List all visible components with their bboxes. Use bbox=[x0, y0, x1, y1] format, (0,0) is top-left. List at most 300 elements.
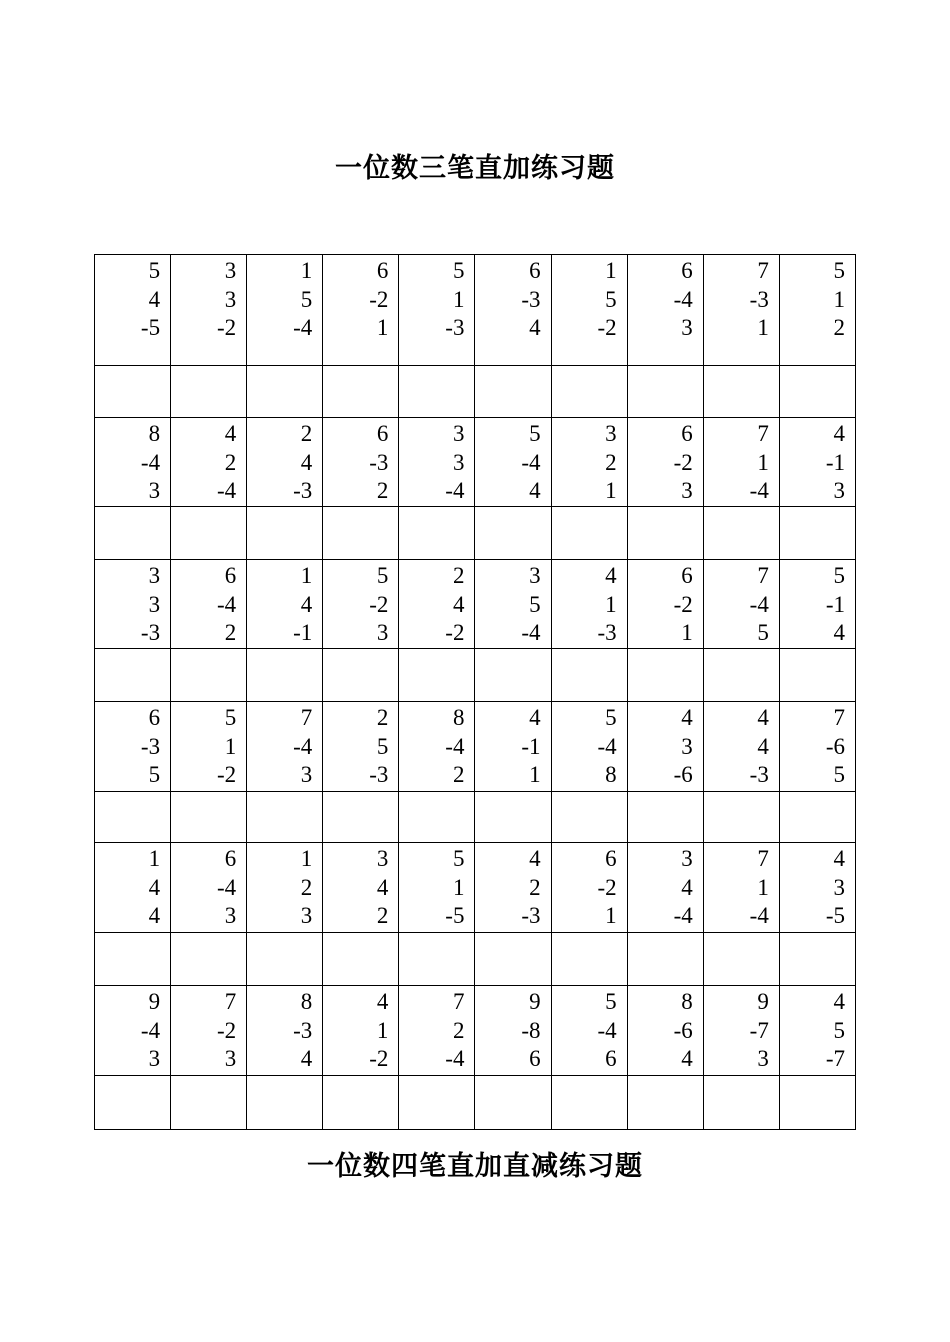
problem-number: -4 bbox=[597, 733, 617, 759]
problem-number: 2 bbox=[452, 762, 465, 788]
answer-cell[interactable] bbox=[551, 649, 627, 702]
problem-number: 1 bbox=[224, 733, 237, 759]
answer-cell[interactable] bbox=[247, 366, 323, 418]
problem-number: 7 bbox=[300, 705, 313, 730]
answer-cell[interactable] bbox=[475, 792, 551, 843]
problem-number: -3 bbox=[521, 903, 541, 929]
problem-number: -8 bbox=[521, 1017, 541, 1043]
problem-number: -4 bbox=[217, 874, 237, 900]
problem-number: -3 bbox=[369, 762, 389, 788]
problem-number: -2 bbox=[369, 1046, 389, 1072]
answer-cell[interactable] bbox=[323, 792, 399, 843]
problem-number: 3 bbox=[148, 478, 161, 504]
problem-number: 2 bbox=[376, 478, 389, 504]
problem-number: 4 bbox=[148, 903, 161, 929]
answer-cell[interactable] bbox=[703, 792, 779, 843]
problem-number: 5 bbox=[605, 705, 617, 730]
problem-number: -3 bbox=[749, 762, 769, 788]
answer-cell[interactable] bbox=[779, 792, 855, 843]
problem-number: -4 bbox=[445, 733, 465, 759]
problem-number: 5 bbox=[833, 762, 845, 788]
problem-cell bbox=[779, 843, 855, 933]
problem-number: 3 bbox=[529, 563, 541, 588]
problem-cell bbox=[95, 986, 171, 1076]
answer-cell[interactable] bbox=[95, 366, 171, 418]
problem-number: 4 bbox=[529, 315, 541, 341]
answer-cell[interactable] bbox=[323, 649, 399, 702]
problem-number: 8 bbox=[452, 705, 465, 730]
problem-row bbox=[95, 702, 856, 792]
problem-cell bbox=[95, 560, 171, 649]
problem-number: 5 bbox=[376, 733, 389, 759]
problem-number: 5 bbox=[605, 989, 617, 1014]
answer-cell[interactable] bbox=[703, 1076, 779, 1130]
answer-cell[interactable] bbox=[171, 649, 247, 702]
answer-cell[interactable] bbox=[247, 507, 323, 560]
problem-number: 1 bbox=[376, 1017, 389, 1043]
problem-number: 2 bbox=[224, 449, 237, 475]
problem-number: 3 bbox=[605, 421, 617, 446]
problem-number: 5 bbox=[833, 258, 845, 283]
problem-number: -4 bbox=[597, 1017, 617, 1043]
problem-number: -4 bbox=[673, 286, 693, 312]
answer-cell[interactable] bbox=[551, 792, 627, 843]
problem-row bbox=[95, 418, 856, 507]
problem-number: -3 bbox=[140, 620, 161, 646]
problem-number: -2 bbox=[217, 1017, 237, 1043]
problem-number: 2 bbox=[452, 1017, 465, 1043]
problem-cell bbox=[703, 843, 779, 933]
problem-row bbox=[95, 255, 856, 366]
answer-cell[interactable] bbox=[323, 366, 399, 418]
problem-cell bbox=[551, 418, 627, 507]
problem-row bbox=[95, 843, 856, 933]
problem-cell bbox=[551, 560, 627, 649]
problem-number: 1 bbox=[452, 286, 465, 312]
problem-number: 4 bbox=[757, 733, 769, 759]
problem-cell bbox=[779, 560, 855, 649]
problem-number: -3 bbox=[445, 315, 465, 341]
problem-number: 5 bbox=[224, 705, 237, 730]
problem-cell bbox=[703, 560, 779, 649]
problem-cell bbox=[627, 255, 703, 366]
problem-number: 4 bbox=[529, 478, 541, 504]
problem-number: -5 bbox=[825, 903, 845, 929]
problem-number: 4 bbox=[757, 705, 769, 730]
answer-cell[interactable] bbox=[247, 792, 323, 843]
problem-number: -2 bbox=[369, 286, 389, 312]
problem-number: 6 bbox=[224, 846, 237, 871]
answer-cell[interactable] bbox=[323, 507, 399, 560]
problem-number: 1 bbox=[376, 315, 389, 341]
answer-cell[interactable] bbox=[247, 1076, 323, 1130]
problem-row bbox=[95, 986, 856, 1076]
problem-number: -1 bbox=[825, 591, 845, 617]
problem-cell bbox=[247, 560, 323, 649]
answer-cell[interactable] bbox=[551, 366, 627, 418]
problem-cell bbox=[171, 702, 247, 792]
problem-number: -2 bbox=[217, 315, 237, 341]
problem-number: 3 bbox=[757, 1046, 769, 1072]
problem-cell bbox=[475, 255, 551, 366]
problem-number: 4 bbox=[148, 874, 161, 900]
problem-number: 1 bbox=[529, 762, 541, 788]
problem-cell bbox=[95, 418, 171, 507]
problem-cell bbox=[399, 702, 475, 792]
problem-cell bbox=[399, 560, 475, 649]
answer-cell[interactable] bbox=[779, 507, 855, 560]
problem-number: -4 bbox=[673, 903, 693, 929]
answer-cell[interactable] bbox=[627, 649, 703, 702]
problem-cell bbox=[171, 986, 247, 1076]
problem-cell bbox=[95, 702, 171, 792]
problem-number: 3 bbox=[376, 620, 389, 646]
problem-number: 7 bbox=[757, 846, 769, 871]
problem-number: -4 bbox=[217, 591, 237, 617]
problem-number: 8 bbox=[300, 989, 313, 1014]
answer-cell[interactable] bbox=[703, 933, 779, 986]
answer-cell[interactable] bbox=[399, 649, 475, 702]
problem-number: -7 bbox=[825, 1046, 845, 1072]
problem-number: -2 bbox=[217, 762, 237, 788]
problem-number: 4 bbox=[224, 421, 237, 446]
problem-cell bbox=[399, 255, 475, 366]
problem-number: -4 bbox=[521, 620, 541, 646]
problem-number: 7 bbox=[833, 705, 845, 730]
answer-cell[interactable] bbox=[323, 933, 399, 986]
problem-number: 3 bbox=[148, 563, 161, 588]
problem-number: 3 bbox=[224, 903, 237, 929]
problem-number: 1 bbox=[605, 903, 617, 929]
problem-cell bbox=[627, 986, 703, 1076]
problem-number: 5 bbox=[529, 591, 541, 617]
problem-number: 7 bbox=[757, 258, 769, 283]
problem-number: 3 bbox=[224, 258, 237, 283]
problem-number: 5 bbox=[833, 1017, 845, 1043]
problem-cell bbox=[323, 560, 399, 649]
problem-number: -2 bbox=[597, 315, 617, 341]
problem-number: 3 bbox=[148, 1046, 161, 1072]
problem-number: 4 bbox=[300, 591, 313, 617]
problem-number: -3 bbox=[749, 286, 769, 312]
answer-cell[interactable] bbox=[95, 933, 171, 986]
problem-number: 4 bbox=[681, 874, 693, 900]
problem-cell bbox=[627, 418, 703, 507]
problem-number: 9 bbox=[148, 989, 161, 1014]
problem-number: 3 bbox=[452, 421, 465, 446]
answer-cell[interactable] bbox=[323, 1076, 399, 1130]
problem-cell bbox=[779, 986, 855, 1076]
problem-number: 4 bbox=[833, 989, 845, 1014]
answer-cell[interactable] bbox=[627, 366, 703, 418]
problem-number: 3 bbox=[681, 733, 693, 759]
answer-cell[interactable] bbox=[171, 1076, 247, 1130]
answer-cell[interactable] bbox=[551, 933, 627, 986]
answer-cell[interactable] bbox=[779, 1076, 855, 1130]
problem-number: 3 bbox=[681, 846, 693, 871]
problem-number: -4 bbox=[140, 1017, 161, 1043]
problem-cell bbox=[323, 255, 399, 366]
problem-cell bbox=[323, 702, 399, 792]
problem-number: 2 bbox=[529, 874, 541, 900]
answer-cell[interactable] bbox=[703, 507, 779, 560]
answer-row bbox=[95, 933, 856, 986]
problem-number: 1 bbox=[757, 874, 769, 900]
answer-cell[interactable] bbox=[551, 507, 627, 560]
problem-cell bbox=[779, 418, 855, 507]
problem-number: -3 bbox=[597, 620, 617, 646]
answer-cell[interactable] bbox=[627, 933, 703, 986]
problem-number: 5 bbox=[833, 563, 845, 588]
answer-cell[interactable] bbox=[399, 366, 475, 418]
problem-number: 5 bbox=[300, 286, 313, 312]
answer-cell[interactable] bbox=[171, 933, 247, 986]
answer-cell[interactable] bbox=[95, 792, 171, 843]
problem-number: 6 bbox=[224, 563, 237, 588]
problem-number: 6 bbox=[681, 421, 693, 446]
answer-cell[interactable] bbox=[399, 507, 475, 560]
problem-cell bbox=[551, 702, 627, 792]
problem-cell bbox=[399, 986, 475, 1076]
problem-cell bbox=[247, 255, 323, 366]
answer-cell[interactable] bbox=[475, 649, 551, 702]
problem-number: 6 bbox=[605, 1046, 617, 1072]
answer-cell[interactable] bbox=[703, 366, 779, 418]
answer-cell[interactable] bbox=[247, 933, 323, 986]
problem-cell bbox=[171, 843, 247, 933]
answer-row bbox=[95, 366, 856, 418]
problem-number: -6 bbox=[673, 1017, 693, 1043]
problem-number: 6 bbox=[605, 846, 617, 871]
problem-number: 4 bbox=[529, 846, 541, 871]
problem-cell bbox=[551, 255, 627, 366]
problem-cell bbox=[323, 986, 399, 1076]
problem-number: 8 bbox=[681, 989, 693, 1014]
problem-cell bbox=[475, 702, 551, 792]
answer-cell[interactable] bbox=[627, 1076, 703, 1130]
problem-cell bbox=[247, 418, 323, 507]
problem-number: 3 bbox=[224, 286, 237, 312]
problem-number: -2 bbox=[597, 874, 617, 900]
exercise-table bbox=[94, 254, 856, 1130]
problem-number: -4 bbox=[521, 449, 541, 475]
problem-number: 4 bbox=[833, 846, 845, 871]
problem-number: -4 bbox=[749, 478, 769, 504]
problem-number: 3 bbox=[833, 874, 845, 900]
problem-number: 1 bbox=[148, 846, 161, 871]
answer-cell[interactable] bbox=[475, 507, 551, 560]
problem-number: 1 bbox=[757, 315, 769, 341]
problem-cell bbox=[475, 560, 551, 649]
answer-row bbox=[95, 649, 856, 702]
problem-cell bbox=[95, 843, 171, 933]
problem-number: -4 bbox=[140, 449, 161, 475]
problem-cell bbox=[703, 986, 779, 1076]
answer-cell[interactable] bbox=[779, 649, 855, 702]
problem-cell bbox=[171, 560, 247, 649]
problem-cell bbox=[703, 702, 779, 792]
answer-cell[interactable] bbox=[779, 366, 855, 418]
problem-number: 1 bbox=[605, 478, 617, 504]
problem-number: -4 bbox=[445, 1046, 465, 1072]
problem-number: -5 bbox=[445, 903, 465, 929]
answer-cell[interactable] bbox=[95, 1076, 171, 1130]
problem-number: 7 bbox=[757, 421, 769, 446]
problem-number: 3 bbox=[681, 478, 693, 504]
problem-number: -2 bbox=[673, 449, 693, 475]
problem-number: 3 bbox=[300, 903, 313, 929]
problem-number: 6 bbox=[681, 563, 693, 588]
problem-row bbox=[95, 560, 856, 649]
problem-number: 7 bbox=[224, 989, 237, 1014]
problem-number: -2 bbox=[369, 591, 389, 617]
problem-number: 2 bbox=[376, 705, 389, 730]
problem-number: 4 bbox=[300, 449, 313, 475]
problem-number: -7 bbox=[749, 1017, 769, 1043]
answer-cell[interactable] bbox=[627, 792, 703, 843]
answer-cell[interactable] bbox=[171, 507, 247, 560]
next-worksheet-title: 一位数四笔直加直减练习题 bbox=[307, 1151, 643, 1182]
problem-cell bbox=[399, 418, 475, 507]
problem-number: 7 bbox=[452, 989, 465, 1014]
problem-number: -3 bbox=[293, 1017, 313, 1043]
problem-number: -4 bbox=[749, 903, 769, 929]
problem-number: 4 bbox=[681, 1046, 693, 1072]
problem-number: 6 bbox=[376, 421, 389, 446]
problem-number: 4 bbox=[452, 591, 465, 617]
problem-number: 1 bbox=[300, 846, 313, 871]
problem-number: 5 bbox=[148, 258, 161, 283]
problem-cell bbox=[247, 843, 323, 933]
problem-number: -6 bbox=[673, 762, 693, 788]
answer-cell[interactable] bbox=[475, 1076, 551, 1130]
problem-number: 8 bbox=[605, 762, 617, 788]
problem-number: 5 bbox=[529, 421, 541, 446]
answer-cell[interactable] bbox=[247, 649, 323, 702]
answer-row bbox=[95, 792, 856, 843]
problem-cell bbox=[627, 843, 703, 933]
problem-number: 4 bbox=[376, 989, 389, 1014]
answer-cell[interactable] bbox=[95, 649, 171, 702]
problem-number: 9 bbox=[757, 989, 769, 1014]
problem-number: 3 bbox=[224, 1046, 237, 1072]
problem-cell bbox=[171, 418, 247, 507]
problem-number: 1 bbox=[300, 258, 313, 283]
problem-number: 4 bbox=[148, 286, 161, 312]
problem-number: 3 bbox=[376, 846, 389, 871]
problem-number: 4 bbox=[376, 874, 389, 900]
problem-number: 5 bbox=[452, 258, 465, 283]
problem-number: 5 bbox=[376, 563, 389, 588]
problem-number: 2 bbox=[300, 874, 313, 900]
problem-number: -3 bbox=[293, 478, 313, 504]
problem-number: 2 bbox=[300, 421, 313, 446]
problem-number: 4 bbox=[681, 705, 693, 730]
answer-cell[interactable] bbox=[627, 507, 703, 560]
problem-number: 2 bbox=[452, 563, 465, 588]
answer-cell[interactable] bbox=[475, 933, 551, 986]
problem-number: -4 bbox=[293, 315, 313, 341]
problem-cell bbox=[779, 255, 855, 366]
problem-cell bbox=[551, 843, 627, 933]
answer-cell[interactable] bbox=[399, 933, 475, 986]
problem-number: 4 bbox=[300, 1046, 313, 1072]
problem-number: 4 bbox=[833, 421, 845, 446]
problem-number: 3 bbox=[681, 315, 693, 341]
problem-number: -4 bbox=[445, 478, 465, 504]
problem-number: -4 bbox=[217, 478, 237, 504]
answer-cell[interactable] bbox=[95, 507, 171, 560]
problem-cell bbox=[475, 843, 551, 933]
problem-number: -1 bbox=[293, 620, 313, 646]
problem-number: 1 bbox=[605, 258, 617, 283]
problem-cell bbox=[627, 560, 703, 649]
problem-cell bbox=[95, 255, 171, 366]
problem-number: 6 bbox=[529, 1046, 541, 1072]
problem-number: -2 bbox=[445, 620, 465, 646]
problem-number: -2 bbox=[673, 591, 693, 617]
problem-number: 3 bbox=[833, 478, 845, 504]
problem-number: -4 bbox=[293, 733, 313, 759]
problem-number: 1 bbox=[452, 874, 465, 900]
problem-number: 2 bbox=[224, 620, 237, 646]
problem-cell bbox=[703, 418, 779, 507]
answer-cell[interactable] bbox=[171, 792, 247, 843]
problem-number: -5 bbox=[140, 315, 161, 341]
problem-number: 3 bbox=[300, 762, 313, 788]
problem-number: -3 bbox=[140, 733, 161, 759]
problem-number: 8 bbox=[148, 421, 161, 446]
problem-number: -4 bbox=[749, 591, 769, 617]
problem-cell bbox=[323, 418, 399, 507]
problem-cell bbox=[323, 843, 399, 933]
problem-number: 5 bbox=[757, 620, 769, 646]
problem-number: 1 bbox=[300, 563, 313, 588]
problem-number: 6 bbox=[148, 705, 161, 730]
answer-cell[interactable] bbox=[399, 792, 475, 843]
problem-number: -3 bbox=[521, 286, 541, 312]
problem-number: 1 bbox=[681, 620, 693, 646]
problem-cell bbox=[627, 702, 703, 792]
problem-cell bbox=[247, 986, 323, 1076]
problem-cell bbox=[399, 843, 475, 933]
problem-cell bbox=[779, 702, 855, 792]
problem-number: 2 bbox=[833, 315, 845, 341]
problem-number: 5 bbox=[605, 286, 617, 312]
answer-cell[interactable] bbox=[779, 933, 855, 986]
worksheet-title: 一位数三笔直加练习题 bbox=[335, 153, 615, 184]
answer-cell[interactable] bbox=[703, 649, 779, 702]
answer-cell[interactable] bbox=[551, 1076, 627, 1130]
problem-number: 4 bbox=[605, 563, 617, 588]
answer-row bbox=[95, 1076, 856, 1130]
problem-number: 6 bbox=[529, 258, 541, 283]
problem-cell bbox=[703, 255, 779, 366]
answer-cell[interactable] bbox=[399, 1076, 475, 1130]
problem-number: 7 bbox=[757, 563, 769, 588]
problem-number: 4 bbox=[833, 620, 845, 646]
problem-number: 1 bbox=[757, 449, 769, 475]
answer-cell[interactable] bbox=[475, 366, 551, 418]
problem-number: -3 bbox=[369, 449, 389, 475]
answer-cell[interactable] bbox=[171, 366, 247, 418]
problem-cell bbox=[475, 418, 551, 507]
problem-number: -6 bbox=[825, 733, 845, 759]
problem-cell bbox=[551, 986, 627, 1076]
problem-number: 3 bbox=[148, 591, 161, 617]
problem-number: 5 bbox=[148, 762, 161, 788]
problem-number: 1 bbox=[605, 591, 617, 617]
